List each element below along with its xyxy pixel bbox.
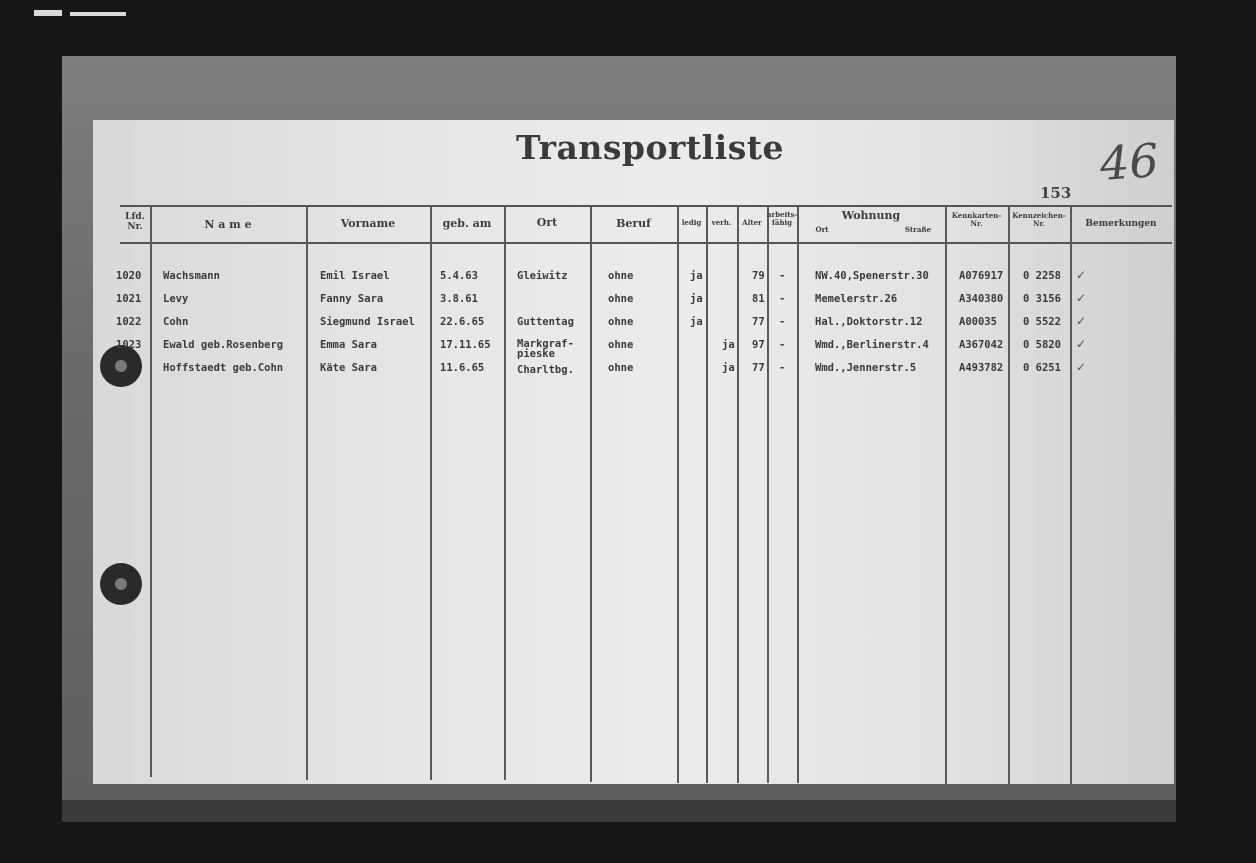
header-kennzeichen-nr: Kennzeichen- Nr. xyxy=(1012,211,1066,228)
column-divider xyxy=(945,205,947,785)
row-3-name: Cohn xyxy=(163,316,189,328)
row-1-ledig: ja xyxy=(690,270,703,282)
column-divider xyxy=(706,205,708,783)
row-3-ort: Guttentag xyxy=(517,316,574,328)
row-1-beruf: ohne xyxy=(608,270,634,282)
row-1-arbeitsfaehig: - xyxy=(779,270,786,282)
punch-hole-top xyxy=(100,345,142,387)
row-2-arbeitsfaehig: - xyxy=(779,293,786,305)
row-4-arbeitsfaehig: - xyxy=(779,339,786,351)
row-4-verh: ja xyxy=(722,339,735,351)
row-2-wohnung: Memelerstr.26 xyxy=(815,293,898,305)
row-2-alter: 81 xyxy=(752,293,765,305)
row-3-wohnung: Hal.,Doktorstr.12 xyxy=(815,316,923,328)
column-divider xyxy=(504,205,506,780)
header-top-rule xyxy=(120,205,1172,207)
row-2-kennkarte: A340380 xyxy=(959,293,1004,305)
row-2-nr: 1021 xyxy=(116,293,142,305)
row-5-kennkarte: A493782 xyxy=(959,362,1004,374)
header-kennkarten-nr: Kennkarten- Nr. xyxy=(951,211,1002,228)
header-bemerkungen: Bemerkungen xyxy=(1085,219,1157,229)
row-2-check-mark: ✓ xyxy=(1076,291,1087,305)
page-number: 153 xyxy=(1040,184,1072,202)
row-3-alter: 77 xyxy=(752,316,765,328)
column-divider xyxy=(590,205,592,782)
row-4-wohnung: Wmd.,Berlinerstr.4 xyxy=(815,339,929,351)
row-3-kennzeichen: 0 5522 xyxy=(1023,316,1061,328)
row-5-wohnung: Wmd.,Jennerstr.5 xyxy=(815,362,917,374)
header-ledig: ledig xyxy=(681,218,702,227)
punch-hole-bottom xyxy=(100,563,142,605)
row-3-beruf: ohne xyxy=(608,316,634,328)
row-5-alter: 77 xyxy=(752,362,765,374)
column-divider xyxy=(737,205,739,783)
handwritten-number: 46 xyxy=(1098,133,1161,191)
row-1-check-mark: ✓ xyxy=(1076,268,1087,282)
row-1-kennkarte: A076917 xyxy=(959,270,1004,282)
row-1-name: Wachsmann xyxy=(163,270,220,282)
film-edge-mark xyxy=(70,12,126,16)
row-4-alter: 97 xyxy=(752,339,765,351)
row-5-verh: ja xyxy=(722,362,735,374)
header-wohnung-ort: Ort xyxy=(815,225,829,234)
column-divider xyxy=(306,205,308,780)
backing-edge xyxy=(62,800,1176,822)
header-vorname: Vorname xyxy=(340,217,396,230)
column-divider xyxy=(430,205,432,780)
row-4-vorname: Emma Sara xyxy=(320,339,377,351)
column-divider xyxy=(150,205,152,777)
header-alter: Alter xyxy=(742,218,762,227)
column-divider xyxy=(797,205,799,783)
row-3-vorname: Siegmund Israel xyxy=(320,316,415,328)
row-4-ort: Markgraf- pieske xyxy=(517,338,574,360)
header-ort: Ort xyxy=(536,216,558,229)
row-5-kennzeichen: 0 6251 xyxy=(1023,362,1061,374)
row-5-beruf: ohne xyxy=(608,362,634,374)
header-geb-am: geb. am xyxy=(442,217,492,230)
row-1-vorname: Emil Israel xyxy=(320,270,390,282)
header-bottom-rule xyxy=(120,242,1172,244)
row-2-kennzeichen: 0 3156 xyxy=(1023,293,1061,305)
header-name: N a m e xyxy=(204,218,252,231)
row-3-check-mark: ✓ xyxy=(1076,314,1087,328)
row-5-name: Hoffstaedt geb.Cohn xyxy=(163,362,284,374)
row-5-ort: Charltbg. xyxy=(517,364,574,376)
column-divider xyxy=(1008,205,1010,785)
row-3-ledig: ja xyxy=(690,316,703,328)
row-3-geb: 22.6.65 xyxy=(440,316,485,328)
header-lfd-nr: Lfd. Nr. xyxy=(125,212,145,232)
row-4-geb: 17.11.65 xyxy=(440,339,491,351)
row-4-check-mark: ✓ xyxy=(1076,337,1087,351)
row-5-check-mark: ✓ xyxy=(1076,360,1087,374)
row-2-ledig: ja xyxy=(690,293,703,305)
row-1-geb: 5.4.63 xyxy=(440,270,478,282)
column-divider xyxy=(677,205,679,783)
header-verh: verh. xyxy=(711,218,732,227)
row-4-name: Ewald geb.Rosenberg xyxy=(163,339,284,351)
row-2-geb: 3.8.61 xyxy=(440,293,478,305)
film-edge-mark xyxy=(34,10,62,16)
row-5-arbeitsfaehig: - xyxy=(779,362,786,374)
row-1-wohnung: NW.40,Spenerstr.30 xyxy=(815,270,929,282)
row-2-vorname: Fanny Sara xyxy=(320,293,384,305)
column-divider xyxy=(1070,205,1072,785)
row-1-kennzeichen: 0 2258 xyxy=(1023,270,1061,282)
row-1-alter: 79 xyxy=(752,270,765,282)
row-4-beruf: ohne xyxy=(608,339,634,351)
header-wohnung-strasse: Straße xyxy=(904,225,932,234)
row-3-kennkarte: A00035 xyxy=(959,316,997,328)
row-3-nr: 1022 xyxy=(116,316,142,328)
document-title: Transportliste xyxy=(515,128,785,167)
row-4-nr: 1023 xyxy=(116,339,142,351)
row-1-nr: 1020 xyxy=(116,270,142,282)
row-1-ort: Gleiwitz xyxy=(517,270,568,282)
column-divider xyxy=(767,205,769,783)
header-arbeitsfaehig: arbeits- fähig xyxy=(767,210,798,227)
header-wohnung: Wohnung xyxy=(841,209,901,222)
row-3-arbeitsfaehig: - xyxy=(779,316,786,328)
row-2-beruf: ohne xyxy=(608,293,634,305)
row-4-kennzeichen: 0 5820 xyxy=(1023,339,1061,351)
row-5-vorname: Käte Sara xyxy=(320,362,377,374)
row-2-name: Levy xyxy=(163,293,189,305)
header-beruf: Beruf xyxy=(616,217,651,230)
row-5-geb: 11.6.65 xyxy=(440,362,485,374)
row-4-kennkarte: A367042 xyxy=(959,339,1004,351)
